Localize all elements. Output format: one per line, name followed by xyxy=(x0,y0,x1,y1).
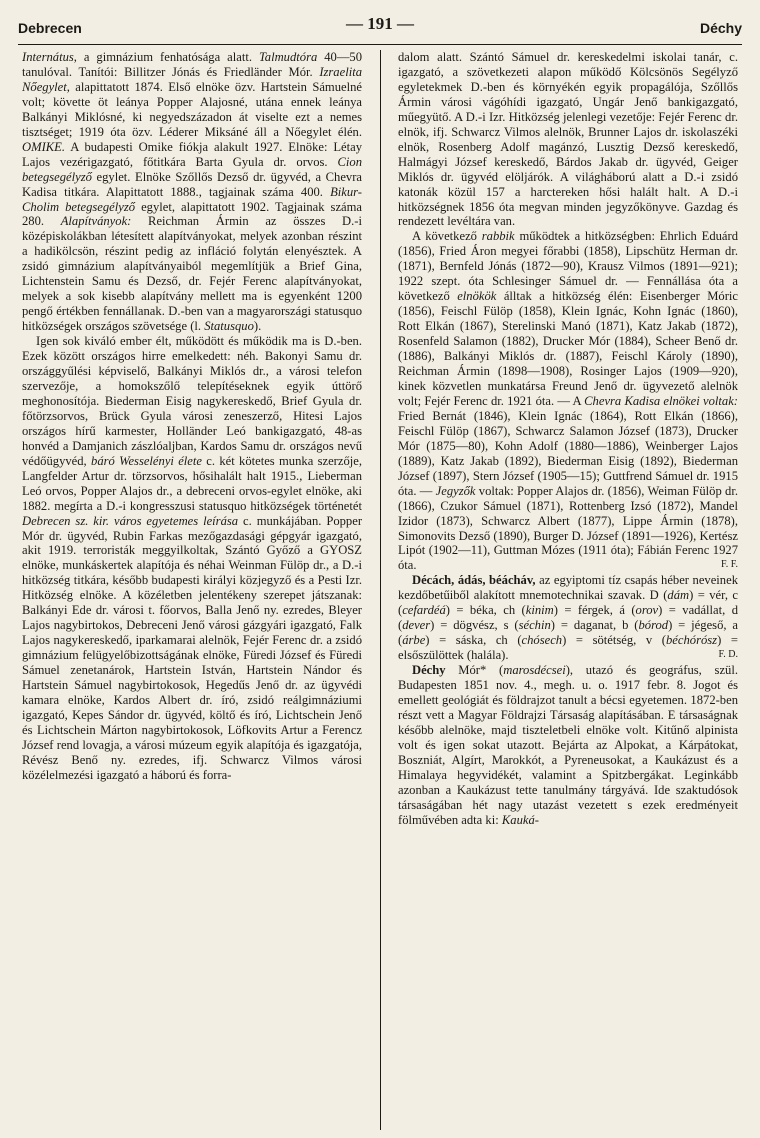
italic-text: dever xyxy=(402,618,431,633)
paragraph xyxy=(398,573,738,663)
text-run: az egyiptomi tíz csapás héber neveinek kezdőbetűiből alakított mnemotechnikai szavak. D ( xyxy=(398,573,738,603)
text-run: egylet. Elnöke Szőllős Dezső dr. ügyvéd, a Chevra Kadisa titkára. Alapittatott 1888., tagjainak száma 400. xyxy=(22,169,362,199)
italic-text: Debrecen sz. kir. város egyetemes leírása xyxy=(22,513,239,528)
text-run: voltak: Popper Alajos dr. (1856), Weiman Fülöp dr. (1866), Czukor Sámuel (1871), Rottenberg Izsó (1872), Mandel Izidor (1873), Schwarcz Albert (1877), Lippe Ármin (1878), Simonovits Dezső (1890), Burger D. József (1891—1926), Kertész Lipót (1902—11), Guttman Mózes (1911 óta); Fábián Ferenc 1927 óta. xyxy=(398,483,738,573)
text-run: Igen sok kiváló ember élt, működött és működik ma is D.-ben. Ezek között országos hirre emelkedett: néh. Bakonyi Samu dr. országgyűlési képviselő, Balkányi Miklós dr., a városi telefon szervezője, a homokszőlő telepítéseknek egyik úttörő meghonosítója. Biederman Eisig nagykereskedő, Brief Gyula dr. főtörzsorvos, Brück Gyula városi zeneszerző, Hitesi Lajos országos hírű karmester, Holländer Leó bankigazgató, 48-as honvéd a Damjanich zászlóaljban, Kardos Samu dr. országos nevű védőügyvéd, xyxy=(22,334,362,468)
text-run: A következő xyxy=(412,229,482,244)
italic-text: cefardéá xyxy=(402,603,446,618)
text-run: c. két kötetes munka szerzője, Langfelder Artur dr. törzsorvos, hősihalált halt 1915., Lieberman Leó orvos, Popper Alajos dr., a debreceni orvos-egylet elnöke, aki 1882. megírta a D.-i kongresszusi statusquo hitközségek történetét xyxy=(22,453,362,513)
text-run: ) = elsőszülöttek (halála). xyxy=(398,633,738,663)
text-run: dalom alatt. Szántó Sámuel dr. kereskedelmi iskolai tanár, c. igazgató, a szövetkezeti alapon működő Kölcsönös Segélyző egyletekmek D.-ben és környékén egyik propagálója, Szőllős Ármin városi vágóhídi igazgató, Ungár Jenő bankigazgató, műegyütő. A D.-i Izr. Hitközség jelenlegi vezetője: Fejér Ferenc dr. elnök, ifj. Schwarcz Vilmos alelnök, Brunner Lajos dr. iskolaszéki elnök, Rosenberg Adolf magánzó, Lusztig Dezső kereskedő, Halmágyi József kereskedő, Bárdos Jakab dr. ügyvéd, Geiger Miklós dr. ügyvéd elöljárók. A világháború alatt a D.-i zsidó katonák közül 157 a harctereken hősi halált halt. A D.-i hitközségnek 1856 óta megvan minden jegyzőkönyve. Gazdag és rendezett levéltára van. xyxy=(398,50,738,229)
text-run: egylet, alapittatott 1902. Tagjainak száma 280. xyxy=(22,199,362,229)
italic-text: chósech xyxy=(521,633,563,648)
entry-headword: Déchy xyxy=(412,663,446,678)
italic-text: Bikur-Cholim betegsegélyző xyxy=(22,184,362,214)
left-column xyxy=(22,50,362,1130)
italic-text: OMIKE. xyxy=(22,139,66,154)
italic-text: dám xyxy=(667,588,690,603)
text-run: Reichman Ármin az összes D.-i középiskolákban létesített alapítványokat, melyek azonban részint a hadikölcsön, részint pedig az infláció folytán elenyésztek. A zsidó gimnázium alapítványaiból megemlítjük a Brief Gina, Lichtenstein Samu és Dezső, dr. Fejér Ferenc alapítványokat, melyek a sok kisebb alapítvány mellett ma is egyenként 1200 pengő értékben fennállanak. D.-ben van a magyarországi statusquo hitközségek országos szövetsége (l. xyxy=(22,214,362,334)
header-right-keyword: Déchy xyxy=(699,20,742,36)
text-run: 40—50 tanulóval. Tanítói: Billitzer Jónás és Friedländer Mór. xyxy=(22,50,362,79)
italic-text: Jegyzők xyxy=(435,483,476,498)
author-signature: F. F. xyxy=(720,559,738,571)
italic-text: Internátus xyxy=(22,50,74,64)
author-signature: F. D. xyxy=(718,649,738,661)
text-run: , alapittatott 1874. Első elnöke özv. Hartstein Sámuelné volt; követte öt leánya Popper Alajosné, utána ennek leánya Balkányi Miklósné, ki negyedszázadon át viselte ezt a nemes tisztséget; 1919 óta özv. Léderer Miksáné áll a Nőegylet élén. xyxy=(22,79,362,139)
italic-text: elnökök xyxy=(457,289,497,304)
paragraph xyxy=(22,50,362,334)
text-run: ) = sötétség, v ( xyxy=(562,633,666,648)
text-run: működtek a hitközségben: Ehrlich Eduárd (1856), Fried Áron megyei főrabbi (1858), Lipschütz Herman dr. (1871), Bernfeld Jónás (1872—90), Krausz Vilmos (1891—921); 1922 szept. óta Schlesinger Sámuel dr. — Fennállása óta a következő xyxy=(398,229,738,304)
text-run: ) = dögvész, s ( xyxy=(430,618,519,633)
paragraph xyxy=(398,229,738,573)
text-run: ), utazó és geográfus, szül. Budapesten 1851 nov. 4., megh. u. o. 1917 febr. 8. Jogot és emellett geológiát és földrajzot tanult a bécsi egyetemen. 1872-ben részt vett a Magyar Földrajzi Társaság alapításában. E társaságnak később alelnöke, majd tiszteletbeli elnöke volt. Kitűnő alpinista volt és igen sokat utazott. Bejárta az Alpokat, a Kárpátokat, Boszniát, Algírt, Marokkót, a Pyreneusokat, a Kaukázust és a Himalaya hegyvidékét, valamint a Spitzbergákat. Leginkább azonban a Kaukázust tette tanulmány tárgyává. Ide szaktudósok társaságában hét nagy utazást vezetett s ezek eredményeit fölművében adta ki: xyxy=(398,663,738,827)
italic-text: Izraelita Nőegylet xyxy=(22,64,362,94)
header-left-keyword: Debrecen xyxy=(18,20,82,36)
italic-text: árbe xyxy=(402,633,426,648)
text-run: , a gimnázium fenhatósága alatt. xyxy=(73,50,259,64)
italic-text: rabbik xyxy=(481,229,515,244)
text-run: Fried Bernát (1846), Klein Ignác (1864), Rott Elkán (1866), Feischl Fülöp (1867), Schwarcz Salamon József (1873), Drucker Mór (1875—80), Kohn Adolf (1880—1886), Weinberger Lajos (1889), Katz Jakab (1892), Biederman Eisig (1892), Biederman József (1897), Stern József (1905—15); Guttfrend Sámuel dr. 1915 óta. — xyxy=(398,408,738,498)
header-rule xyxy=(18,44,742,45)
italic-text: Alapítványok: xyxy=(60,214,132,229)
italic-text: Kauká- xyxy=(501,812,539,827)
page-number: — 191 — xyxy=(346,14,414,33)
text-run: ) = férgek, á ( xyxy=(553,603,636,618)
italic-text: séchin xyxy=(518,618,551,633)
paragraph xyxy=(22,334,362,783)
text-run: A budapesti Omike fiókja alakult 1927. Elnöke: Létay Lajos vezérigazgató, főtitkára Barta Gyula dr. orvos. xyxy=(22,139,362,169)
italic-text: báró Wesselényi élete xyxy=(91,453,202,468)
column-divider xyxy=(380,50,381,1130)
entry-headword: Décách, ádás, béácháv, xyxy=(412,573,536,588)
italic-text: marosdécsei xyxy=(503,663,566,678)
text-run: álltak a hitközség élén: Eisenberger Móric (1856), Feischl Fülöp (1858), Klein Ignác, Kohn Ignác (1860), Rott Elkán (1867), Sterelinski Manó (1871), Katz Jakab (1872), Rosenfeld Salamon (1882), Drucker Mór (1884), Scheer Benő dr. (1886), Balkányi Miklós dr. (1887), Feischl Károly (1890), Reichman Ármin (1898—1908), Rosinger Lajos (1909—920), kinek közvetlen munkatársa Freund Jenő dr. ügyvezető alelnök volt; Fejér Ferenc dr. 1921 óta. — A xyxy=(398,289,738,408)
text-run: ) = sáska, ch ( xyxy=(425,633,522,648)
running-header xyxy=(18,14,742,38)
text-run: c. munkájában. Popper Mór dr. ügyvéd, Rubin Farkas mezőgazdasági gépgyár igazgató, akit 1919. terroristák meggyilkoltak, Szántó Győző a GYOSZ elnöke, munkáskertek alapítója és néhai Weinman Fülöp dr., a D.-i hitközség titkára, később budapesti királyi közjegyző és a Pesti Izr. Hitközség elnöke. A közéletben jelentékeny szerepet játszanak: Balkányi Ede dr. városi t. főorvos, Balla Jenő ny. ezredes, Bleyer Lajos nagybirtokos, Debreceni Jenő városi gázgyári igazgató, Falk Lajos nagykereskedő, iparkamarai alelnök, Fejér Ferenc dr. a zsidó gimnázium felügyelőbizottságának elnöke, Füredi József és Füredi Sámuel zenetanárok, Hartstein István, Hartstein Nándor és Hartstein Sámuel nagybirtokosok, Hegedűs Jenő dr. az ügyvédi kamara elnöke, Kardos Albert dr. író, zsidó reálgimnáziumi igazgató, Kepes Sándor dr. ügyvéd, költő és író, Lichtschein Jenő és Lichtschein Márton nagybirtokosok, Löfkovits Artur a Ferencz József rend lovagja, a városi múzeum egyik alapítója és igazgatója, Révész Benő ny. ezredes, ifj. Schwarcz Vilmos városi közélelmezési igazgató a háború és forra- xyxy=(22,513,362,782)
text-run: ) = béka, ch ( xyxy=(445,603,526,618)
text-run: ). xyxy=(253,319,262,334)
italic-text: Chevra Kadisa elnökei voltak: xyxy=(584,393,738,408)
italic-text: kinim xyxy=(525,603,554,618)
text-run: ) = jégeső, a ( xyxy=(398,618,738,648)
italic-text: orov xyxy=(635,603,659,618)
text-run: ) = vér, c ( xyxy=(398,588,738,618)
italic-text: Cion betegsegélyző xyxy=(22,154,362,184)
text-run: Mór* ( xyxy=(445,663,504,678)
right-column xyxy=(398,50,738,1130)
italic-text: Statusquo xyxy=(204,319,254,334)
paragraph xyxy=(398,663,738,827)
paragraph xyxy=(398,50,738,229)
text-run: ) = daganat, b ( xyxy=(550,618,639,633)
italic-text: Talmudtóra xyxy=(258,50,318,64)
italic-text: bórod xyxy=(638,618,669,633)
italic-text: béchórósz xyxy=(666,633,718,648)
text-run: ) = vadállat, d ( xyxy=(398,603,738,633)
